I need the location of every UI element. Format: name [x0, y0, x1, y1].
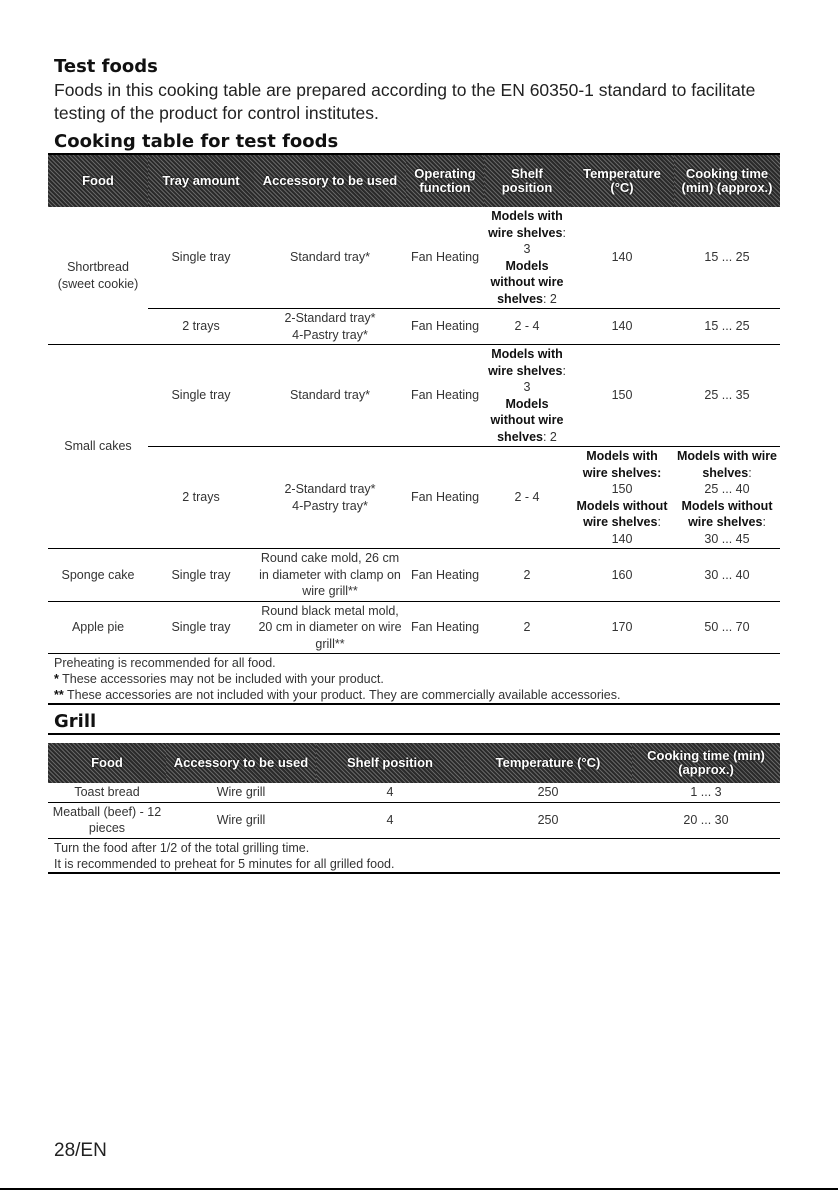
shelf-cell: 2: [484, 549, 570, 602]
shelf-cell: 4: [316, 783, 464, 802]
temperature-cell: 150: [570, 345, 674, 447]
table-row: [48, 447, 780, 549]
grill-table-header-row: [48, 743, 780, 783]
food-cell: Shortbread (sweet cookie): [48, 207, 148, 345]
note-double-star: ** These accessories are not included with your product. They are commercially available accessories.: [54, 688, 621, 702]
tray-cell: Single tray: [148, 207, 254, 309]
header-shelf-position: Shelf position: [484, 155, 570, 207]
accessory-cell: 2-Standard tray* 4-Pastry tray*: [254, 309, 406, 345]
header-food: Food: [48, 155, 148, 207]
page-number: 28/EN: [54, 1140, 107, 1161]
function-cell: Fan Heating: [406, 447, 484, 549]
grill-header-time: Cooking time (min) (approx.): [632, 743, 780, 783]
grill-header-shelf: Shelf position: [316, 743, 464, 783]
test-foods-intro: Foods in this cooking table are prepared according to the EN 60350-1 standard to facilitate testing of the product for control institutes.: [54, 80, 756, 123]
bottom-divider: [0, 1188, 838, 1190]
food-cell: Apple pie: [48, 601, 148, 654]
header-cooking-time: Cooking time (min) (approx.): [674, 155, 780, 207]
food-cell: Sponge cake: [48, 549, 148, 602]
shelf-cell: 2 - 4: [484, 309, 570, 345]
grill-header-food: Food: [48, 743, 166, 783]
time-cell: 25 ... 35: [674, 345, 780, 447]
temperature-cell: 250: [464, 783, 632, 802]
table-row: [48, 345, 780, 447]
function-cell: Fan Heating: [406, 601, 484, 654]
grill-table: [48, 743, 780, 839]
time-cell: 15 ... 25: [674, 309, 780, 345]
page-content: [48, 56, 780, 874]
table-row: [48, 601, 780, 654]
temperature-cell: 140: [570, 309, 674, 345]
tray-cell: Single tray: [148, 345, 254, 447]
time-cell: 50 ... 70: [674, 601, 780, 654]
function-cell: Fan Heating: [406, 207, 484, 309]
temperature-cell: 160: [570, 549, 674, 602]
note-preheat-grill: It is recommended to preheat for 5 minutes for all grilled food.: [54, 856, 395, 871]
temperature-cell: Models with wire shelves: 150 Models without wire shelves: 140: [570, 447, 674, 549]
shelf-cell: 2: [484, 601, 570, 654]
accessory-cell: Round black metal mold, 20 cm in diameter on wire grill**: [254, 601, 406, 654]
cooking-table: [48, 155, 780, 654]
accessory-cell: Wire grill: [166, 802, 316, 838]
shelf-cell: 4: [316, 802, 464, 838]
accessory-cell: 2-Standard tray* 4-Pastry tray*: [254, 447, 406, 549]
tray-cell: 2 trays: [148, 309, 254, 345]
header-temperature: Temperature (°C): [570, 155, 674, 207]
food-cell: Meatball (beef) - 12 pieces: [48, 802, 166, 838]
time-cell: 1 ... 3: [632, 783, 780, 802]
time-cell: Models with wire shelves: 25 ... 40 Models without wire shelves: 30 ... 45: [674, 447, 780, 549]
shelf-cell: Models with wire shelves: 3 Models without wire shelves: 2: [484, 207, 570, 309]
accessory-cell: Standard tray*: [254, 207, 406, 309]
table-row: [48, 549, 780, 602]
function-cell: Fan Heating: [406, 309, 484, 345]
temperature-cell: 250: [464, 802, 632, 838]
header-operating-function: Operating function: [406, 155, 484, 207]
food-cell: Small cakes: [48, 345, 148, 549]
time-cell: 15 ... 25: [674, 207, 780, 309]
tray-cell: 2 trays: [148, 447, 254, 549]
function-cell: Fan Heating: [406, 345, 484, 447]
grill-header-temperature: Temperature (°C): [464, 743, 632, 783]
shelf-cell: 2 - 4: [484, 447, 570, 549]
note-single-star: * These accessories may not be included with your product.: [54, 672, 384, 686]
table-row: [48, 207, 780, 309]
cooking-table-header-row: [48, 155, 780, 207]
accessory-cell: Wire grill: [166, 783, 316, 802]
cooking-table-notes: [48, 654, 780, 705]
accessory-cell: Round cake mold, 26 cm in diameter with clamp on wire grill**: [254, 549, 406, 602]
grill-header-accessory: Accessory to be used: [166, 743, 316, 783]
grill-heading: Grill: [48, 711, 780, 735]
table-row: [48, 309, 780, 345]
food-cell: Toast bread: [48, 783, 166, 802]
accessory-cell: Standard tray*: [254, 345, 406, 447]
header-accessory: Accessory to be used: [254, 155, 406, 207]
cooking-table-heading: Cooking table for test foods: [48, 131, 780, 155]
tray-cell: Single tray: [148, 601, 254, 654]
temperature-cell: 140: [570, 207, 674, 309]
grill-notes: [48, 839, 780, 874]
tray-cell: Single tray: [148, 549, 254, 602]
table-row: [48, 783, 780, 802]
table-row: [48, 802, 780, 838]
header-tray-amount: Tray amount: [148, 155, 254, 207]
time-cell: 30 ... 40: [674, 549, 780, 602]
note-preheat: Preheating is recommended for all food.: [54, 656, 276, 670]
shelf-cell: Models with wire shelves: 3 Models without wire shelves: 2: [484, 345, 570, 447]
function-cell: Fan Heating: [406, 549, 484, 602]
temperature-cell: 170: [570, 601, 674, 654]
note-turn-food: Turn the food after 1/2 of the total grilling time.: [54, 840, 310, 855]
time-cell: 20 ... 30: [632, 802, 780, 838]
test-foods-heading: Test foods: [54, 56, 158, 77]
